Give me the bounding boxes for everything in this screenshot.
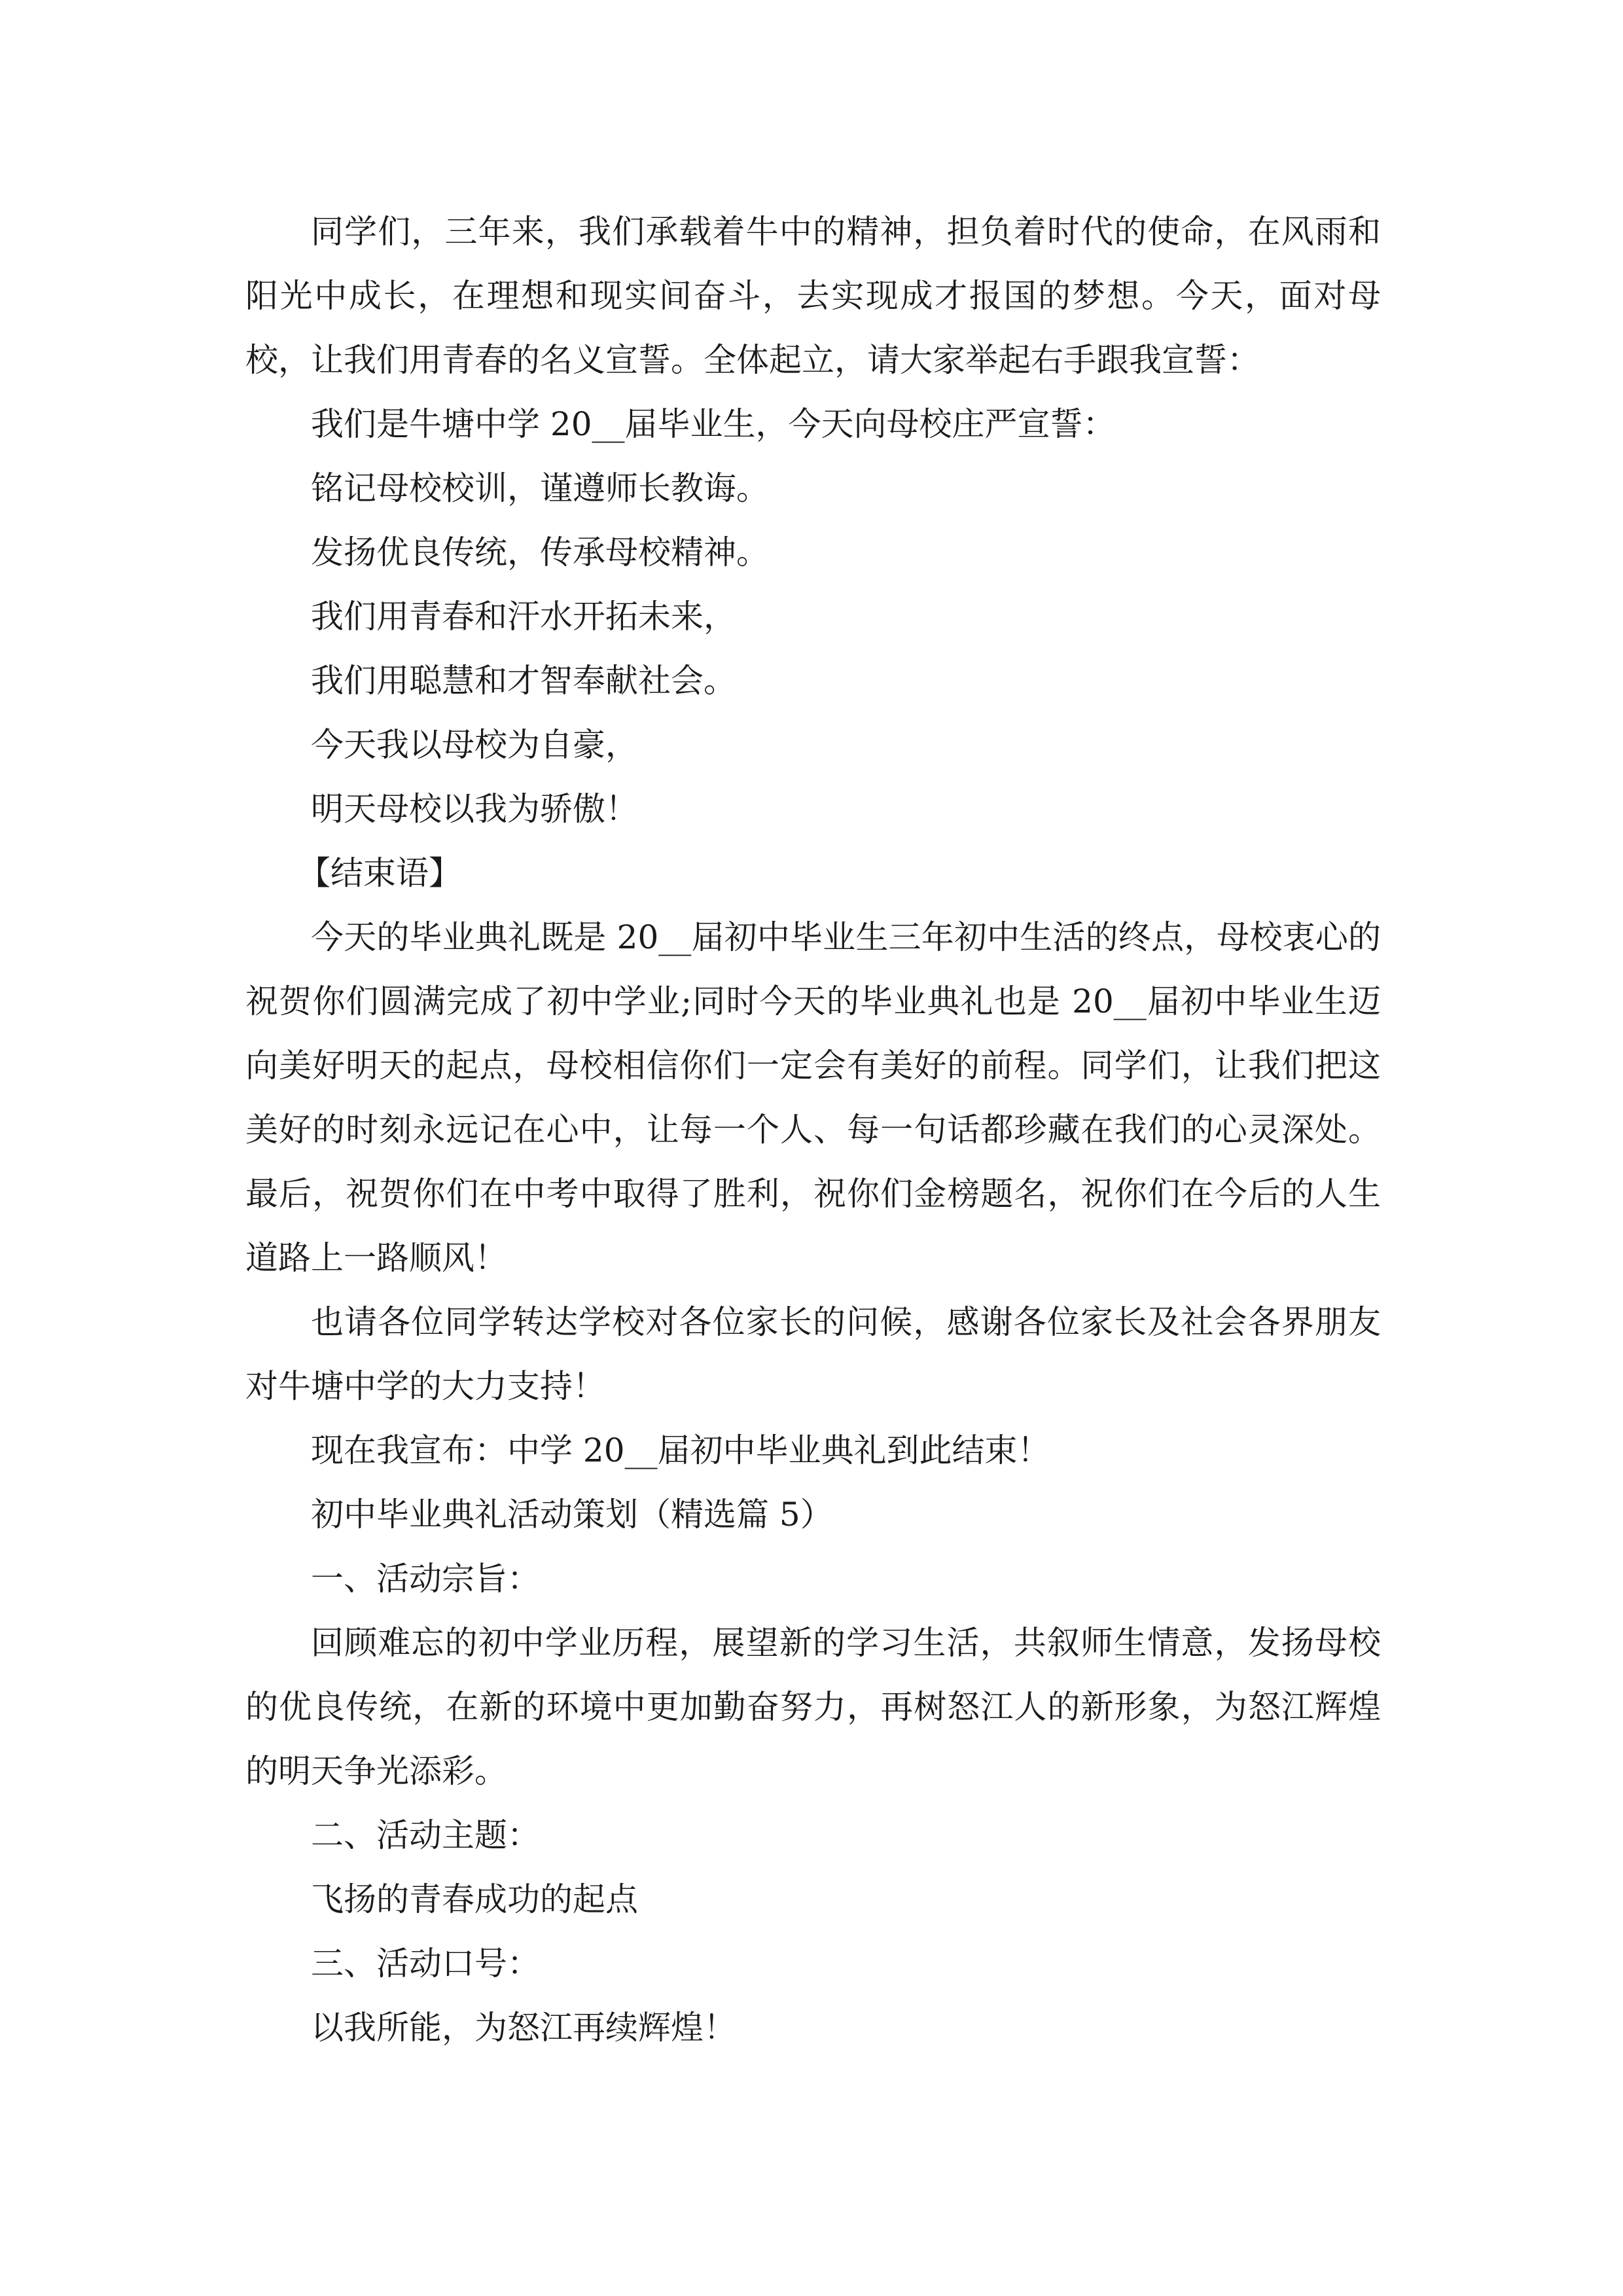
closing-announcement: 现在我宣布：中学 20__届初中毕业典礼到此结束！ [311,1431,1050,1469]
oath-line: 今天我以母校为自豪， [311,726,638,764]
section-heading-theme: 二、活动主题： [311,1816,540,1854]
oath-line: 我们用青春和汗水开拓未来， [311,598,736,636]
oath-line: 铭记母校校训，谨遵师长教诲。 [311,469,769,507]
section-text-theme: 飞扬的青春成功的起点 [311,1880,638,1918]
closing-paragraph: 今天的毕业典礼既是 20__届初中毕业生三年初中生活的终点，母校衷心的祝贺你们圆满完成了初中学业;同时今天的毕业典礼也是 20__届初中毕业生迈向美好明天的起点，母校相信你们一定会有美好的前程。同学们，让我们把这美好的时刻永远记在心中，让每一个人、每一句话都珍藏在我们的心灵深处。最后，祝贺你们在中考中取得了胜利，祝你们金榜题名，祝你们在今后的人生道路上一路顺风！ [245,918,1381,1277]
section-heading-purpose: 一、活动宗旨： [311,1560,540,1598]
oath-lines [245,392,1381,841]
document-body [245,200,1381,2060]
section-text-purpose: 回顾难忘的初中学业历程，展望新的学习生活，共叙师生情意，发扬母校的优良传统，在新的环境中更加勤奋努力，再树怒江人的新形象，为怒江辉煌的明天争光添彩。 [245,1624,1381,1790]
oath-line: 我们是牛塘中学 20__届毕业生，今天向母校庄严宣誓： [311,405,1116,443]
closing-heading: 【结束语】 [298,854,461,892]
oath-line: 发扬优良传统，传承母校精神。 [311,533,769,571]
section-text-slogan: 以我所能，为怒江再续辉煌！ [311,2009,736,2047]
thanks-paragraph: 也请各位同学转达学校对各位家长的问候，感谢各位家长及社会各界朋友对牛塘中学的大力支持！ [245,1303,1381,1405]
oath-line: 我们用聪慧和才智奉献社会。 [311,662,736,700]
oath-intro-paragraph: 同学们，三年来，我们承载着牛中的精神，担负着时代的使命，在风雨和阳光中成长，在理想和现实间奋斗，去实现成才报国的梦想。今天，面对母校，让我们用青春的名义宣誓。全体起立，请大家举起右手跟我宣誓： [245,213,1381,379]
plan-title: 初中毕业典礼活动策划（精选篇 5） [311,1496,833,1534]
oath-line: 明天母校以我为骄傲！ [311,790,638,828]
section-heading-slogan: 三、活动口号： [311,1945,540,1982]
